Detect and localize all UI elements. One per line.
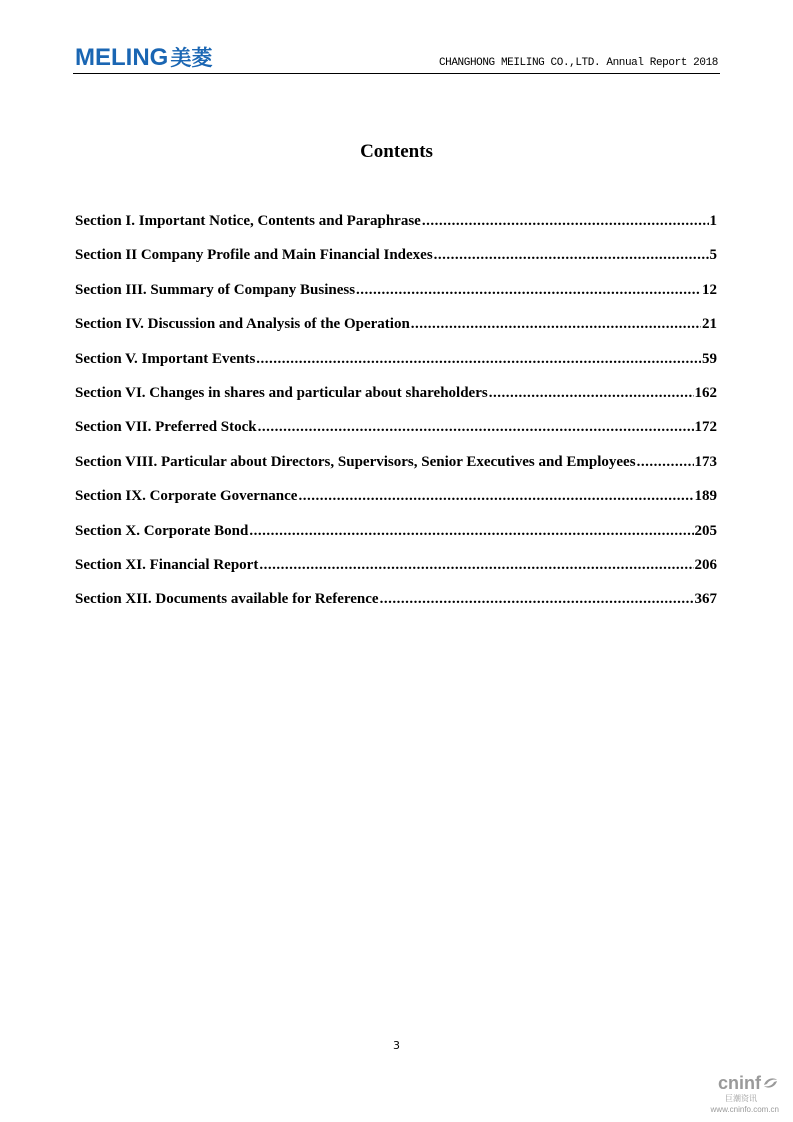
page-number: 3: [393, 1039, 400, 1052]
toc-entry-label: Section XII. Documents available for Reference: [75, 591, 379, 608]
toc-dot-leader: [434, 247, 709, 264]
toc-entry-label: Section I. Important Notice, Contents and Paraphrase: [75, 213, 421, 229]
toc-entry[interactable]: [75, 488, 717, 522]
toc-entry-page: 12: [702, 281, 717, 298]
toc-entry[interactable]: [75, 523, 717, 557]
toc-dot-leader: [258, 419, 694, 436]
logo-cjk-text: 美菱: [170, 46, 213, 70]
meling-logo: [75, 42, 212, 72]
toc-entry-page: 206: [694, 556, 717, 573]
logo-text: MELING: [75, 44, 169, 71]
toc-entry[interactable]: [75, 591, 717, 625]
toc-entry-label: Section VIII. Particular about Directors, Supervisors, Senior Executives and Employees: [75, 453, 636, 470]
toc-entry[interactable]: [75, 557, 717, 591]
toc-dot-leader: [256, 351, 701, 368]
toc-dot-leader: [422, 213, 709, 230]
toc-entry-page: 5: [709, 247, 717, 264]
toc-dot-leader: [637, 454, 694, 471]
watermark-brand: [689, 1073, 779, 1094]
toc-entry-label: Section XI. Financial Report: [75, 556, 259, 573]
toc-dot-leader: [380, 591, 694, 608]
toc-entry-page: 59: [702, 350, 717, 367]
toc-dot-leader: [356, 282, 701, 299]
toc-entry-page: 367: [694, 591, 717, 608]
toc-entry-page: 21: [702, 316, 717, 333]
toc-entry-label: Section IV. Discussion and Analysis of the Operation: [75, 316, 410, 333]
toc-entry-page: 173: [694, 453, 717, 470]
toc-dot-leader: [259, 557, 693, 574]
toc-entry-label: Section X. Corporate Bond: [75, 522, 249, 539]
toc-entry[interactable]: [75, 282, 717, 316]
watermark-cjk: 巨潮资讯: [725, 1094, 757, 1104]
toc-entry[interactable]: [75, 247, 717, 281]
toc-entry[interactable]: [75, 454, 717, 488]
page-header: [73, 40, 720, 74]
toc-entry-label: Section VI. Changes in shares and particular about shareholders: [75, 384, 488, 401]
toc-dot-leader: [489, 385, 694, 402]
toc-entry-page: 1: [709, 213, 717, 229]
toc-entry-page: 162: [694, 384, 717, 401]
toc-entry-page: 189: [694, 488, 717, 505]
toc-entry[interactable]: [75, 385, 717, 419]
toc-entry[interactable]: [75, 213, 717, 247]
swirl-icon: [762, 1074, 779, 1094]
toc-entry-label: Section V. Important Events: [75, 350, 256, 367]
report-title: CHANGHONG MEILING CO.,LTD. Annual Report 2018: [438, 57, 718, 69]
toc-entry[interactable]: [75, 351, 717, 385]
toc-dot-leader: [249, 523, 693, 540]
toc-entry-page: 205: [694, 522, 717, 539]
toc-entry[interactable]: [75, 316, 717, 350]
cninfo-watermark: [689, 1073, 779, 1115]
toc-dot-leader: [411, 316, 701, 333]
watermark-brand-text: cninf: [718, 1073, 761, 1093]
page-title: Contents: [360, 141, 433, 162]
toc-entry-page: 172: [694, 419, 717, 436]
table-of-contents: [75, 213, 717, 626]
toc-entry-label: Section VII. Preferred Stock: [75, 419, 257, 436]
toc-entry-label: Section II Company Profile and Main Financial Indexes: [75, 247, 433, 264]
toc-dot-leader: [298, 488, 693, 505]
toc-entry-label: Section III. Summary of Company Business: [75, 281, 356, 298]
toc-entry-label: Section IX. Corporate Governance: [75, 488, 298, 505]
watermark-url: www.cninfo.com.cn: [710, 1105, 779, 1115]
toc-entry[interactable]: [75, 419, 717, 453]
